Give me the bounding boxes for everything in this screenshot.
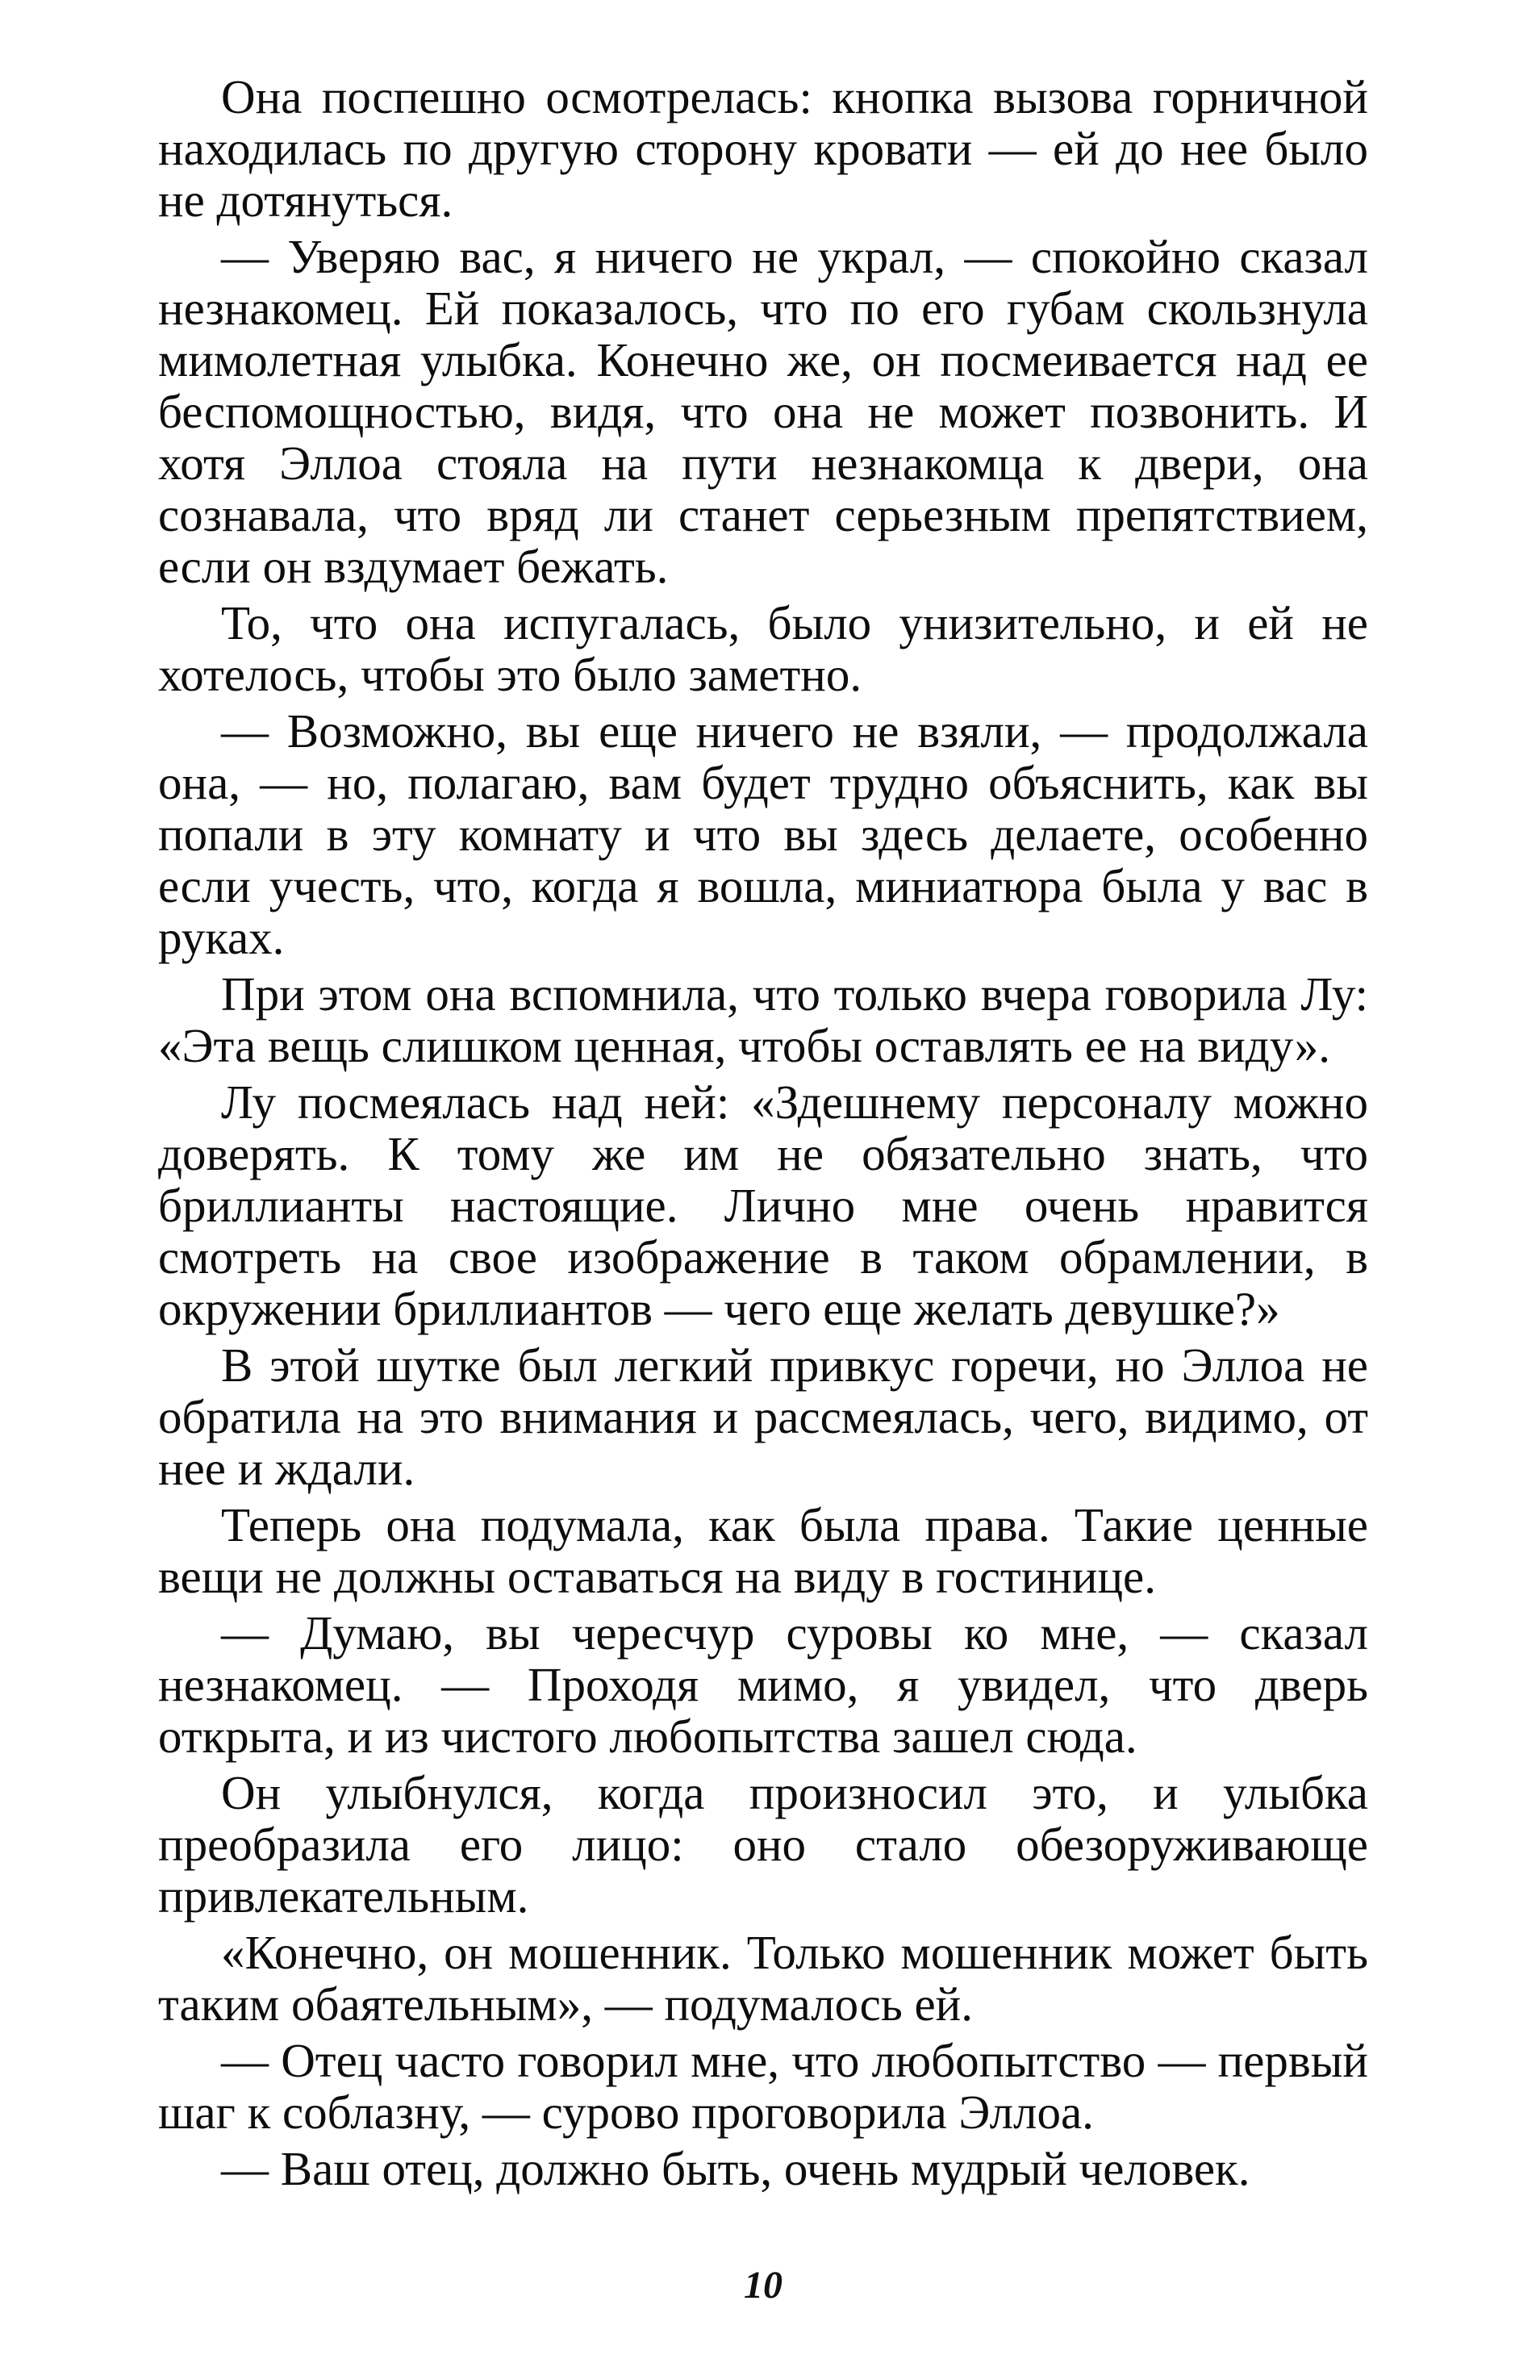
paragraph: «Конечно, он мошенник. Только мошенник может быть таким обаятельным», — подумалось ей.: [158, 1926, 1368, 2031]
paragraph: — Ваш отец, должно быть, очень мудрый человек.: [221, 2142, 1250, 2195]
paragraph: Он улыбнулся, когда произносил это, и улыбка преобразила его лицо: оно стало обезоруживающе привлекательным.: [158, 1766, 1368, 1923]
paragraph: То, что она испугалась, было унизительно, и ей не хотелось, чтобы это было заметно.: [158, 596, 1368, 701]
paragraph: При этом она вспомнила, что только вчера говорила Лу: «Эта вещь слишком ценная, чтобы оставлять ее на виду».: [158, 967, 1368, 1072]
paragraph: Лу посмеялась над ней: «Здешнему персоналу можно доверять. К тому же им не обязательно знать, что бриллианты настоящие. Лично мне очень нравится смотреть на свое изображение в таком обрамлении, в окружении бриллиантов — чего еще желать девушке?»: [158, 1075, 1368, 1335]
paragraph: — Отец часто говорил мне, что любопытство — первый шаг к соблазну, — сурово проговорила Эллоа.: [158, 2034, 1368, 2139]
paragraph: — Думаю, вы чересчур суровы ко мне, — сказал незнакомец. — Проходя мимо, я увидел, что дверь открыта, и из чистого любопытства зашел сюда.: [158, 1606, 1368, 1763]
paragraph: Теперь она подумала, как была права. Такие ценные вещи не должны оставаться на виду в гостинице.: [158, 1498, 1368, 1603]
body-text: [158, 71, 1368, 2199]
paragraph: — Уверяю вас, я ничего не украл, — спокойно сказал незнакомец. Ей показалось, что по его губам скользнула мимолетная улыбка. Конечно же, он посмеивается над ее беспомощностью, видя, что она не может позвонить. И хотя Эллоа стояла на пути незнакомца к двери, она сознавала, что вряд ли станет серьезным препятствием, если он вздумает бежать.: [158, 230, 1368, 593]
paragraph: В этой шутке был легкий привкус горечи, но Эллоа не обратила на это внимания и рассмеялась, чего, видимо, от нее и ждали.: [158, 1338, 1368, 1495]
book-page: [158, 71, 1368, 2306]
paragraph: — Возможно, вы еще ничего не взяли, — продолжала она, — но, полагаю, вам будет трудно объяснить, как вы попали в эту комнату и что вы здесь делаете, особенно если учесть, что, когда я вошла, миниатюра была у вас в руках.: [158, 704, 1368, 964]
paragraph: Она поспешно осмотрелась: кнопка вызова горничной находилась по другую сторону кровати — ей до нее было не дотянуться.: [158, 70, 1368, 227]
page-number: 10: [744, 2264, 783, 2307]
